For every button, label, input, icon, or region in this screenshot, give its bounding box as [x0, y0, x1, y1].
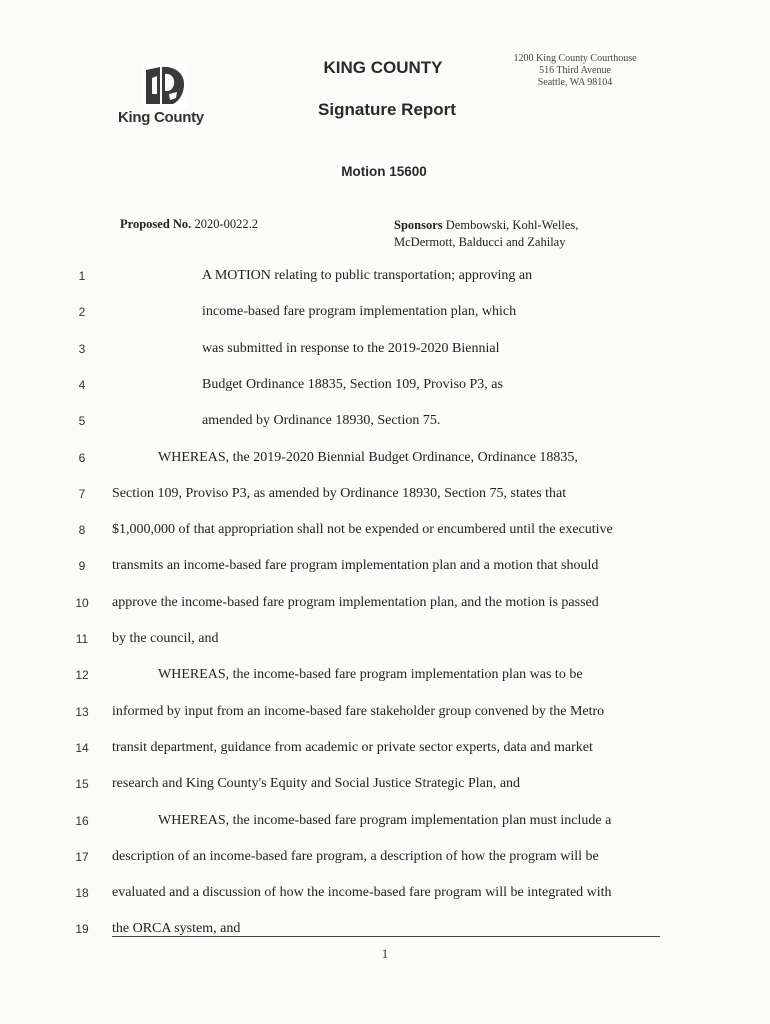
document-line: [0, 629, 770, 649]
document-line: [0, 556, 770, 576]
motion-title: Motion 15600: [341, 164, 427, 179]
logo-wordmark: King County: [118, 109, 204, 126]
line-text: amended by Ordinance 18930, Section 75.: [202, 413, 441, 429]
report-title: Signature Report: [318, 100, 456, 119]
address-line: 1200 King County Courthouse: [513, 53, 637, 64]
line-text: WHEREAS, the income-based fare program implementation plan must include a: [158, 812, 612, 828]
line-number: 6: [78, 450, 86, 465]
line-number: 13: [75, 704, 89, 719]
line-number: 5: [78, 414, 86, 429]
sponsors: [394, 217, 644, 251]
document-line: [0, 411, 770, 431]
line-text: $1,000,000 of that appropriation shall not be expended or encumbered until the executive: [112, 522, 613, 538]
county-title: KING COUNTY: [323, 58, 443, 77]
document-line: [0, 665, 770, 685]
line-number: 12: [75, 668, 89, 683]
line-number: 11: [75, 632, 89, 646]
line-number: 9: [78, 559, 86, 574]
document-line: [0, 339, 770, 359]
document-line: [0, 811, 770, 831]
line-number: 4: [78, 377, 86, 392]
line-text: informed by input from an income-based fare stakeholder group convened by the Metro: [112, 703, 605, 719]
line-number: 14: [75, 740, 89, 755]
document-line: [0, 484, 770, 504]
document-line: [0, 883, 770, 903]
line-text: WHEREAS, the income-based fare program implementation plan was to be: [158, 667, 583, 683]
line-text: research and King County's Equity and Social Justice Strategic Plan, and: [112, 776, 521, 792]
line-text: by the council, and: [112, 631, 219, 646]
document-line: [0, 520, 770, 540]
sponsors-label: Sponsors: [394, 218, 443, 232]
document-line: [0, 266, 770, 286]
page-number: 1: [381, 946, 389, 961]
document-line: [0, 375, 770, 395]
line-text: Section 109, Proviso P3, as amended by Ordinance 18930, Section 75, states that: [112, 485, 567, 501]
document-line: [0, 702, 770, 722]
document-line: [0, 738, 770, 758]
line-number: 15: [75, 777, 89, 792]
line-text: approve the income-based fare program implementation plan, and the motion is passed: [112, 594, 599, 610]
line-number: 19: [75, 922, 89, 937]
line-text: A MOTION relating to public transportation; approving an: [202, 268, 533, 283]
line-text: income-based fare program implementation plan, which: [202, 304, 517, 320]
line-text: description of an income-based fare program, a description of how the program will be: [112, 848, 599, 864]
line-text: transit department, guidance from academic or private sector experts, data and market: [112, 739, 593, 755]
line-number: 18: [75, 886, 89, 901]
line-text: evaluated and a discussion of how the income-based fare program will be integrated with: [112, 885, 612, 901]
footer-rule: [112, 936, 660, 937]
document-line: [0, 448, 770, 468]
sponsors-line-1: Dembowski, Kohl-Welles,: [445, 218, 579, 232]
line-text: Budget Ordinance 18835, Section 109, Proviso P3, as: [202, 376, 503, 392]
line-text: was submitted in response to the 2019-2020 Biennial: [202, 340, 500, 356]
line-text: WHEREAS, the 2019-2020 Biennial Budget Ordinance, Ordinance 18835,: [158, 449, 578, 465]
sponsors-line-2: McDermott, Balducci and Zahilay: [394, 235, 566, 249]
line-number: 3: [78, 341, 86, 356]
line-number: 17: [75, 849, 89, 864]
proposed-label: Proposed No.: [120, 217, 192, 231]
proposed-value: 2020-0022.2: [194, 217, 258, 231]
address-block: [500, 53, 650, 89]
proposed-number: [120, 217, 258, 232]
address-line: Seattle, WA 98104: [537, 77, 613, 88]
line-text: the ORCA system, and: [112, 921, 241, 937]
line-number: 7: [78, 486, 86, 501]
line-number: 2: [78, 305, 86, 320]
line-number: 10: [75, 595, 89, 610]
line-number: 8: [78, 523, 86, 538]
document-line: [0, 774, 770, 794]
line-text: transmits an income-based fare program implementation plan and a motion that should: [112, 558, 599, 574]
address-line: 516 Third Avenue: [539, 65, 611, 76]
document-line: [0, 593, 770, 613]
document-line: [0, 302, 770, 322]
line-number: 1: [78, 269, 86, 283]
line-number: 16: [75, 813, 89, 828]
document-line: [0, 847, 770, 867]
